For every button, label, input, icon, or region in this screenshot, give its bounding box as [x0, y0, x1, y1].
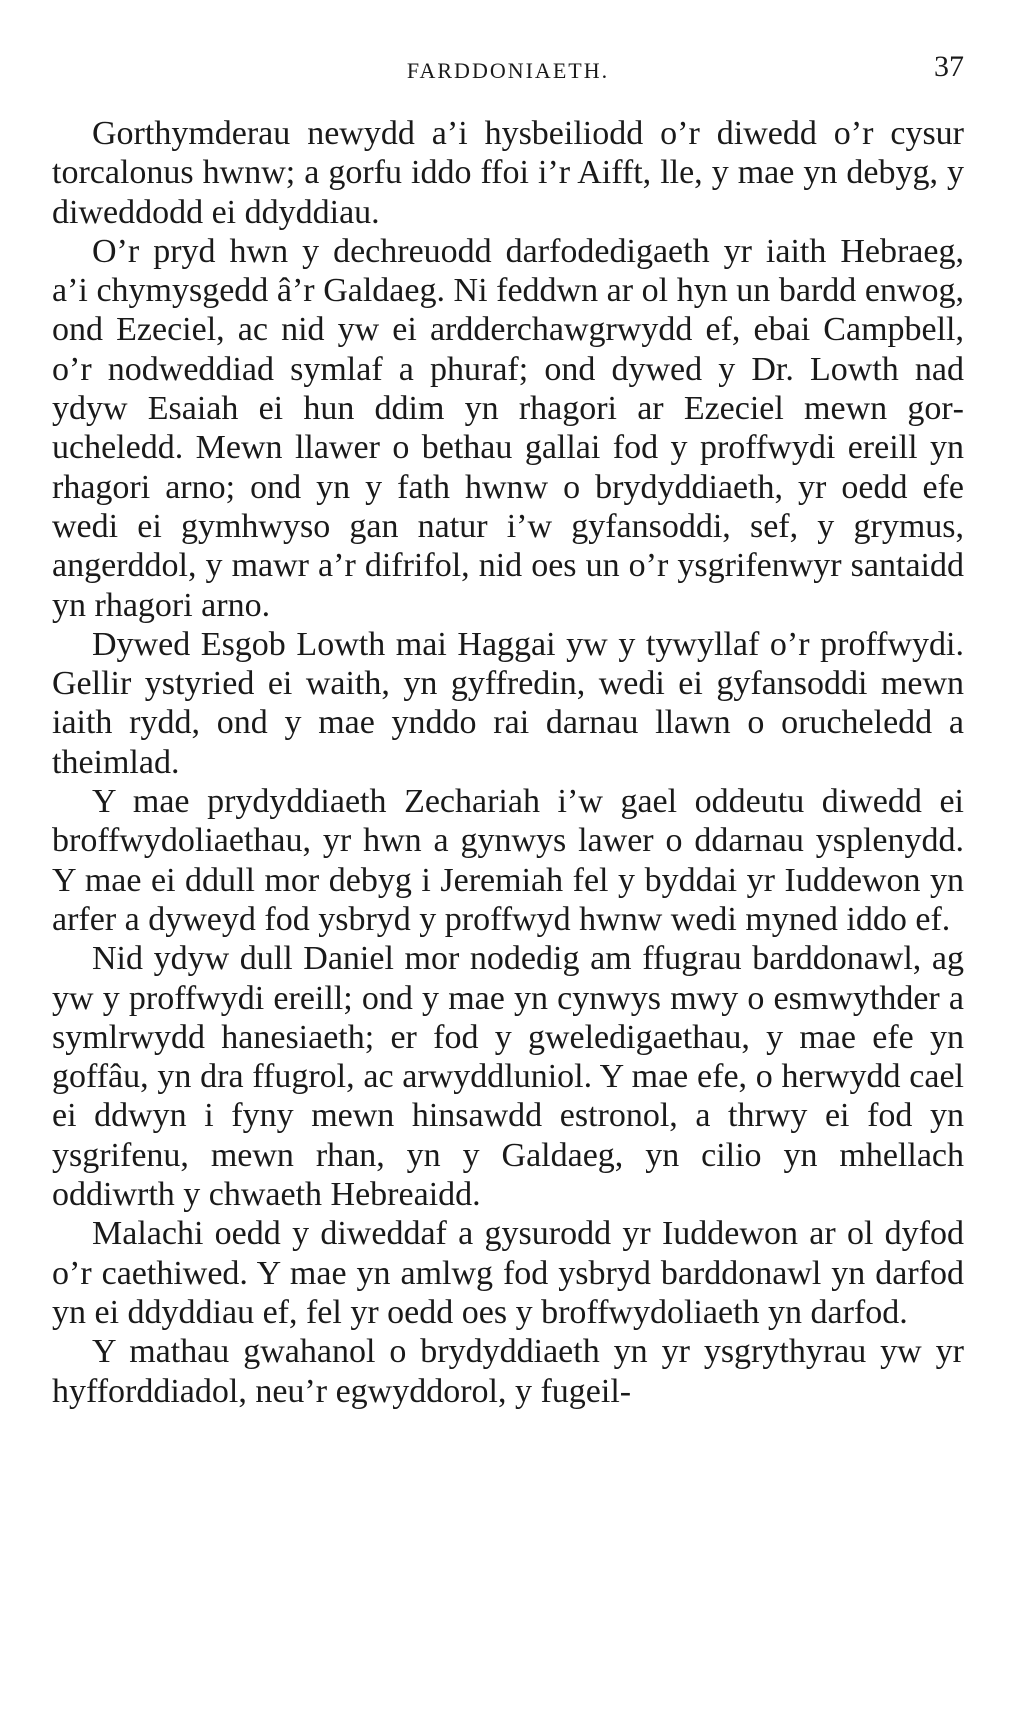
paragraph-haggai: Dywed Esgob Lowth mai Haggai yw y tywyllaf o’r proffwydi. Gellir ystyried ei waith, yn gyffredin, wedi ei gyfansoddi mewn iaith rydd, ond y mae ynddo rai darnau llawn o orucheledd a theimlad. — [52, 625, 964, 781]
paragraph-gorthymderau: Gorthymderau newydd a’i hysbeiliodd o’r diwedd o’r cysur torcalonus hwnw; a gorfu iddo ffoi i’r Aifft, lle, y mae yn debyg, y diweddodd ei ddyddiau. — [52, 115, 964, 231]
paragraph-malachi: Malachi oedd y diweddaf a gysurodd yr Iuddewon ar ol dyfod o’r caethiwed. Y mae yn amlwg fod ysbryd barddonawl yn darfod yn ei ddyddiau ef, fel yr oedd oes y broffwydoliaeth yn darfod. — [52, 1215, 964, 1331]
paragraph-zechariah: Y mae prydyddiaeth Zechariah i’w gael oddeutu diwedd ei broffwydoliaethau, yr hwn a gynwys lawer o ddarnau ysplenydd. Y mae ei ddull mor debyg i Jeremiah fel y byddai yr Iuddewon yn arfer a dyweyd fod ysbryd y proffwyd hwnw wedi myned iddo ef. — [52, 783, 964, 938]
running-title: FARDDONIAETH. — [406, 58, 610, 83]
paragraph-mathau: Y mathau gwahanol o brydyddiaeth yn yr ysgrythyrau yw yr hyfforddiadol, neu’r egwyddorol, y fugeil- — [52, 1333, 964, 1410]
body-text — [52, 114, 964, 1411]
page-number: 37 — [934, 50, 964, 83]
paragraph-hebraeg: O’r pryd hwn y dechreuodd darfodedigaeth yr iaith Hebraeg, a’i chymysgedd â’r Galdaeg. Ni feddwn ar ol hyn un bardd enwog, ond Ezeciel, ac nid yw ei ardderchawgrwydd ef, ebai Campbell, o’r nodweddiad symlaf a phuraf; ond dywed y Dr. Lowth nad ydyw Esaiah ei hun ddim yn rhagori ar Ezeciel mewn gorucheledd. Mewn llawer o bethau gallai fod y proffwydi ereill yn rhagori arno; ond yn y fath hwnw o brydyddiaeth, yr oedd efe wedi ei gymhwyso gan natur i’w gyfansoddi, sef, y grymus, angerddol, y mawr a’r difrifol, nid oes un o’r ysgrifenwyr santaidd yn rhagori arno. — [52, 232, 964, 624]
running-head — [52, 50, 964, 96]
book-page — [52, 50, 964, 1411]
paragraph-daniel: Nid ydyw dull Daniel mor nodedig am ffugrau barddonawl, ag yw y proffwydi ereill; ond y mae yn cynwys mwy o esmwythder a symlrwydd hanesiaeth; er fod y gweledigaethau, y mae efe yn goffâu, yn dra ffugrol, ac arwyddluniol. Y mae efe, o herwydd cael ei ddwyn i fyny mewn hinsawdd estronol, a thrwy ei fod yn ysgrifenu, mewn rhan, yn y Galdaeg, yn cilio yn mhellach oddiwrth y chwaeth Hebreaidd. — [52, 940, 964, 1214]
